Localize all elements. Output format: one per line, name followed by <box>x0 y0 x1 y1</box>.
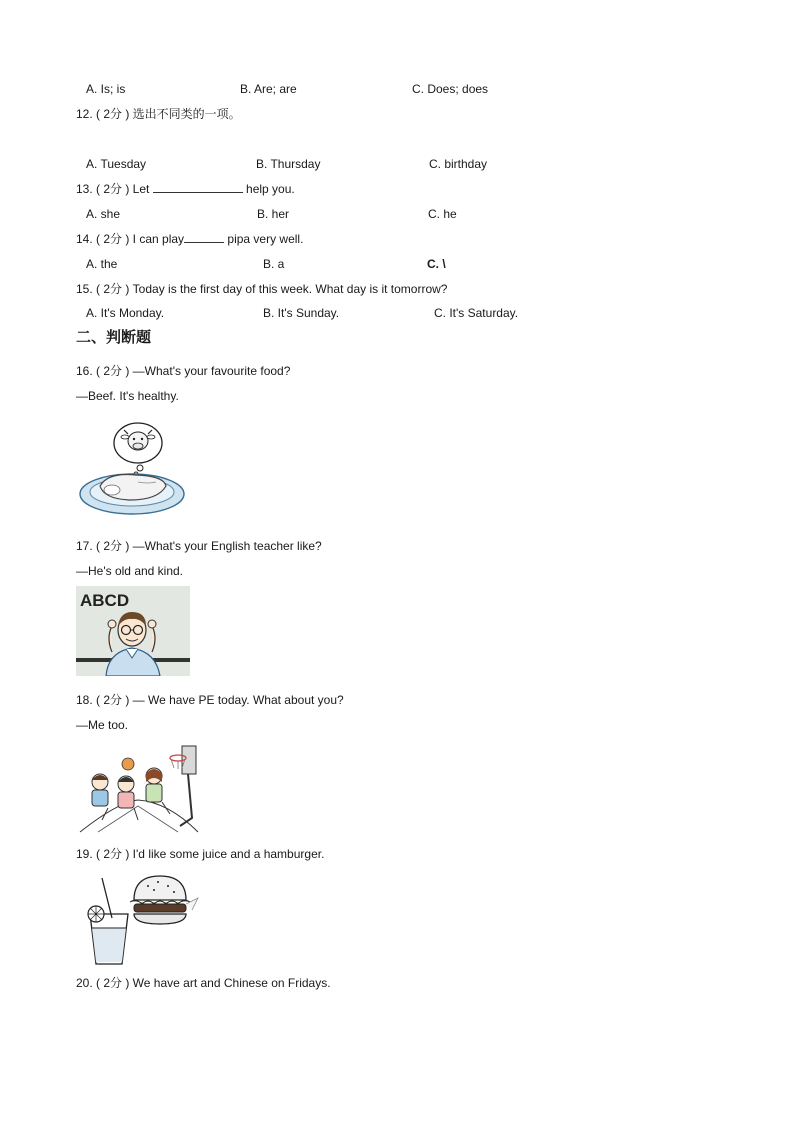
option-c[interactable]: C. It's Saturday. <box>434 306 519 320</box>
question-stem: 19. ( 2分 ) I'd like some juice and a hamburger. <box>76 847 325 861</box>
question-stem: 12. ( 2分 ) 选出不同类的一项。 <box>76 107 241 121</box>
option-c[interactable]: C. Does; does <box>412 82 489 96</box>
question-stem: 16. ( 2分 ) —What's your favourite food? <box>76 364 291 378</box>
option-a[interactable]: A. the <box>86 257 118 271</box>
question-stem: 20. ( 2分 ) We have art and Chinese on Fridays. <box>76 976 331 990</box>
question-stem: 18. ( 2分 ) — We have PE today. What about you? <box>76 693 344 707</box>
option-c[interactable]: C. birthday <box>429 157 488 171</box>
juice-hamburger-picture <box>80 874 200 966</box>
stem-after-blank: pipa very well. <box>224 232 304 246</box>
option-a[interactable]: A. she <box>86 207 121 221</box>
dialog-answer: —Me too. <box>76 718 129 732</box>
question-stem <box>76 231 303 247</box>
option-a[interactable]: A. Is; is <box>86 82 126 96</box>
stem-before-blank: 13. ( 2分 ) Let <box>76 182 153 196</box>
option-c[interactable]: C. he <box>428 207 457 221</box>
option-c[interactable]: C. \ <box>427 257 446 271</box>
question-stem <box>76 181 295 197</box>
question-stem: 17. ( 2分 ) —What's your English teacher like? <box>76 539 322 553</box>
beef-steak-picture <box>78 420 188 520</box>
option-b[interactable]: B. Thursday <box>256 157 321 171</box>
answer-blank[interactable] <box>184 231 224 243</box>
answer-blank[interactable] <box>153 181 243 193</box>
dialog-answer: —Beef. It's healthy. <box>76 389 179 403</box>
option-a[interactable]: A. It's Monday. <box>86 306 165 320</box>
stem-before-blank: 14. ( 2分 ) I can play <box>76 232 185 246</box>
option-a[interactable]: A. Tuesday <box>86 157 147 171</box>
question-stem: 15. ( 2分 ) Today is the first day of this week. What day is it tomorrow? <box>76 282 448 296</box>
dialog-answer: —He's old and kind. <box>76 564 184 578</box>
stem-after-blank: help you. <box>242 182 295 196</box>
kids-basketball-picture <box>78 742 200 834</box>
section-title: 二、判断题 <box>76 329 152 346</box>
option-b[interactable]: B. Are; are <box>240 82 297 96</box>
blackboard-text: ABCD <box>80 591 130 610</box>
teacher-picture <box>76 586 190 676</box>
option-b[interactable]: B. her <box>257 207 290 221</box>
option-b[interactable]: B. a <box>263 257 285 271</box>
option-b[interactable]: B. It's Sunday. <box>263 306 340 320</box>
